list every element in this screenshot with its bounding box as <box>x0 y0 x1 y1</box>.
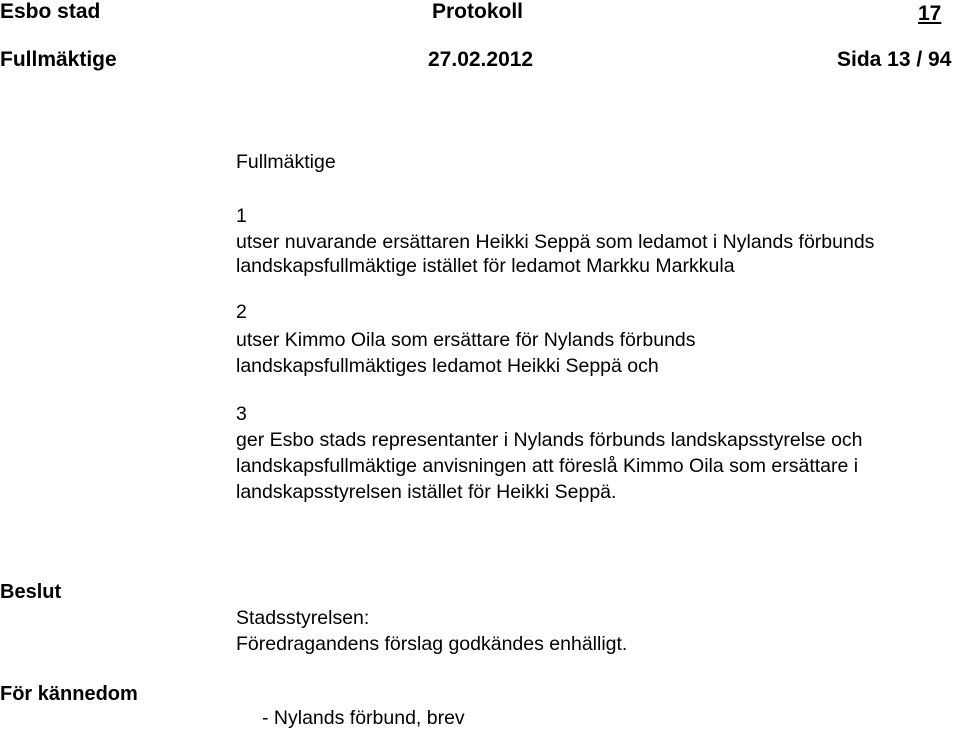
proposal-item-number: 1 <box>236 205 247 227</box>
header-page-number: 17 <box>918 2 942 25</box>
header-doc-type: Protokoll <box>432 0 524 23</box>
for-information-label: För kännedom <box>0 683 138 705</box>
header-body: Fullmäktige <box>0 48 117 71</box>
proposal-item-line: utser Kimmo Oila som ersättare för Nylands förbunds <box>236 329 696 351</box>
header-sheet: Sida 13 / 94 <box>837 48 952 71</box>
header-date: 27.02.2012 <box>428 48 534 71</box>
proposal-item-line: ger Esbo stads representanter i Nylands förbunds landskapsstyrelse och <box>236 429 863 451</box>
proposal-item-line: utser nuvarande ersättaren Heikki Seppä som ledamot i Nylands förbunds <box>236 231 875 253</box>
decision-label: Beslut <box>0 581 62 603</box>
proposal-addressee: Fullmäktige <box>236 151 336 173</box>
proposal-item-line: landskapsfullmäktiges ledamot Heikki Seppä och <box>236 355 659 377</box>
decision-line: Föredragandens förslag godkändes enhälligt. <box>236 633 628 655</box>
proposal-item-line: landskapsfullmäktige istället för ledamot Markku Markkula <box>236 255 735 277</box>
proposal-item-number: 2 <box>236 301 247 323</box>
proposal-item-line: landskapsfullmäktige anvisningen att föreslå Kimmo Oila som ersättare i <box>236 455 859 477</box>
decision-line: Stadsstyrelsen: <box>236 607 370 629</box>
proposal-item-number: 3 <box>236 403 247 425</box>
for-information-item: - Nylands förbund, brev <box>262 707 465 729</box>
header-org: Esbo stad <box>0 0 101 23</box>
proposal-item-line: landskapsstyrelsen istället för Heikki Seppä. <box>236 481 617 503</box>
